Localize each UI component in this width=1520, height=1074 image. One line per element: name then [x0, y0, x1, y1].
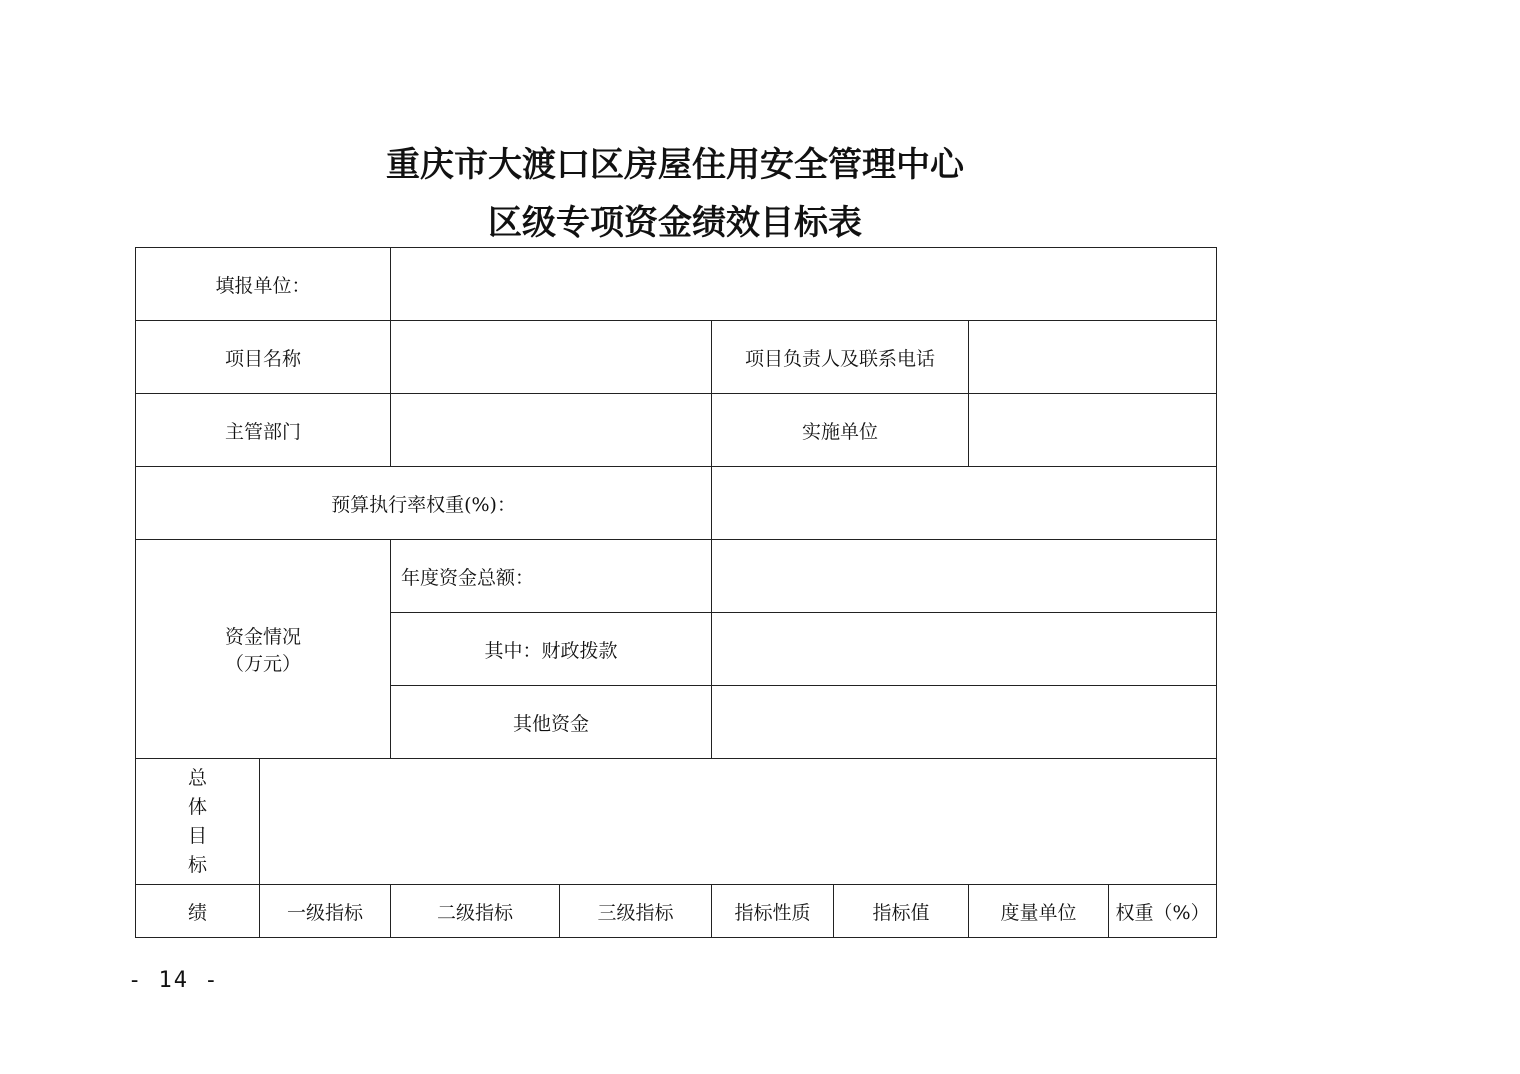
fiscal-label: 其中：财政拨款	[391, 613, 712, 686]
overall-goal-char: 目	[187, 824, 207, 847]
impl-unit-field[interactable]	[969, 394, 1217, 467]
perf-header-nature: 指标性质	[712, 885, 834, 938]
overall-goal-char: 总	[187, 766, 207, 789]
perf-header-unit: 度量单位	[969, 885, 1109, 938]
row-overall-goal	[136, 759, 1217, 885]
project-name-label: 项目名称	[136, 321, 391, 394]
perf-header-level3: 三级指标	[560, 885, 712, 938]
annual-total-field[interactable]	[712, 540, 1217, 613]
fill-unit-field[interactable]	[391, 248, 1217, 321]
annual-total-label: 年度资金总额：	[391, 540, 712, 613]
fill-unit-label: 填报单位：	[136, 248, 391, 321]
fiscal-field[interactable]	[712, 613, 1217, 686]
page-number: - 14 -	[128, 968, 220, 993]
row-annual-total	[136, 540, 1217, 613]
document-title-line1: 重庆市大渡口区房屋住用安全管理中心	[386, 145, 964, 185]
dept-field[interactable]	[391, 394, 712, 467]
row-department	[136, 394, 1217, 467]
perf-header-col0: 绩	[136, 885, 260, 938]
row-performance-header	[136, 885, 1217, 938]
document-title-line2: 区级专项资金绩效目标表	[488, 203, 862, 243]
performance-target-table	[135, 247, 1217, 938]
perf-header-weight: 权重（%）	[1109, 885, 1217, 938]
dept-label: 主管部门	[136, 394, 391, 467]
funds-label-line1: 资金情况	[225, 626, 302, 648]
project-leader-label: 项目负责人及联系电话	[712, 321, 969, 394]
project-name-field[interactable]	[391, 321, 712, 394]
funds-label-line2: （万元）	[225, 653, 302, 675]
other-funds-field[interactable]	[712, 686, 1217, 759]
row-budget-weight	[136, 467, 1217, 540]
project-leader-field[interactable]	[969, 321, 1217, 394]
funds-label	[136, 540, 391, 759]
perf-header-level1: 一级指标	[260, 885, 391, 938]
overall-goal-label	[136, 759, 260, 885]
impl-unit-label: 实施单位	[712, 394, 969, 467]
row-fill-unit	[136, 248, 1217, 321]
overall-goal-char: 体	[187, 795, 207, 818]
budget-weight-label: 预算执行率权重(%)：	[136, 467, 712, 540]
other-funds-label: 其他资金	[391, 686, 712, 759]
overall-goal-char: 标	[187, 853, 207, 876]
perf-header-level2: 二级指标	[391, 885, 560, 938]
perf-header-value: 指标值	[834, 885, 969, 938]
budget-weight-field[interactable]	[712, 467, 1217, 540]
overall-goal-field[interactable]	[260, 759, 1217, 885]
row-project-name	[136, 321, 1217, 394]
